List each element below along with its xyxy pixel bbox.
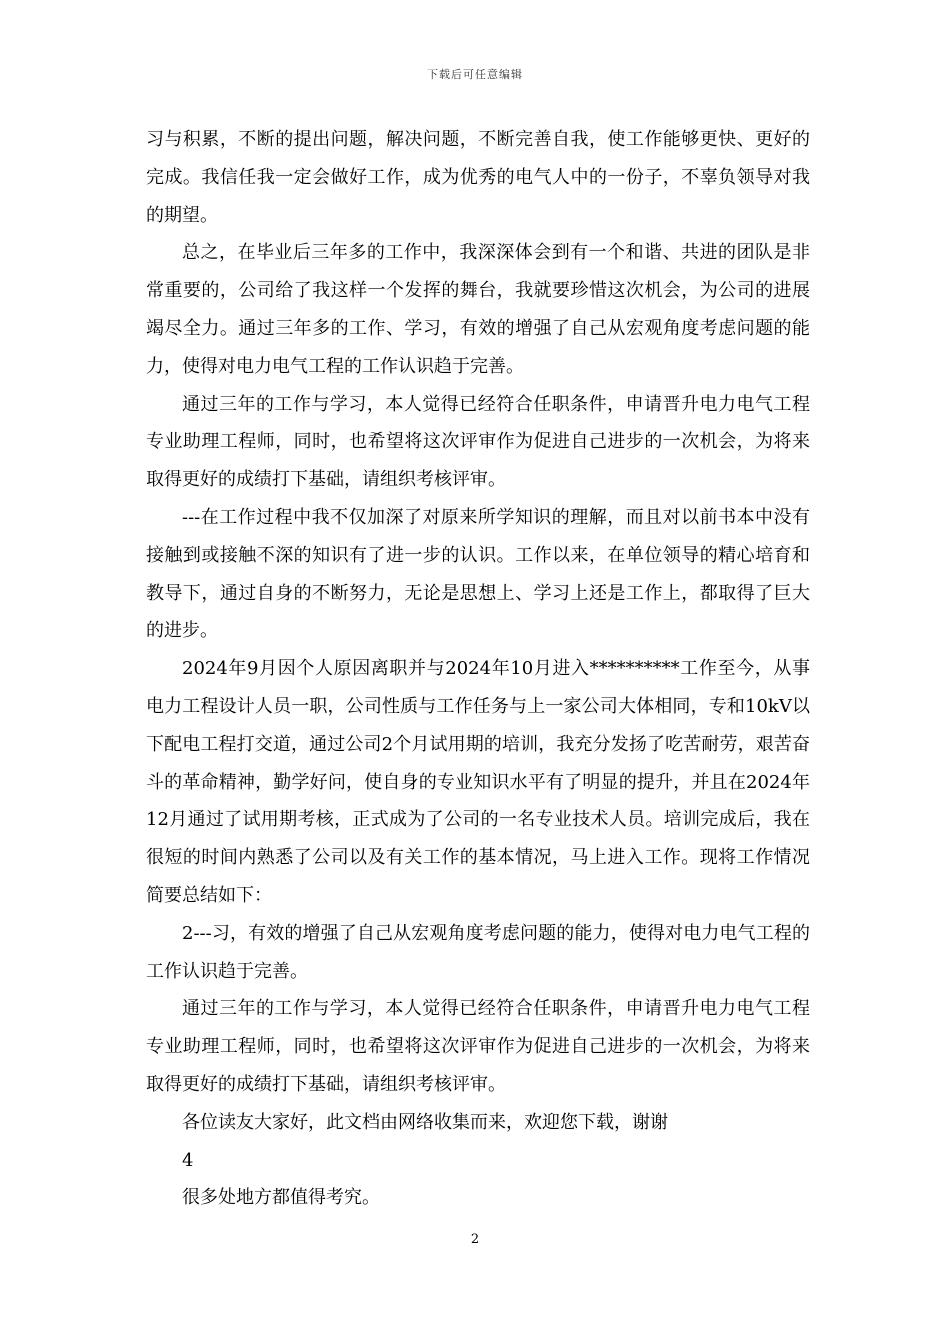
paragraph-closing: 很多处地方都值得考究。 [182,1187,380,1209]
page-header: 下载后可任意编辑 [427,68,523,81]
paragraph-continuation: 习与积累，不断的提出问题，解决问题，不断完善自我，使工作能够更快、更好的完成。我信任我一定会做好工作，成为优秀的电气人中的一份子，不辜负领导对我的期望。 [146,129,810,226]
paragraph-work-history: 2024年9月因个人原因离职并与2024年10月进入**********工作至今，从事电力工程设计人员一职，公司性质与工作任务与上一家公司大体相同，专和10kV以下配电工程打交道，通过公司2个月试用期的培训，我充分发扬了吃苦耐劳，艰苦奋斗的革命精神，勤学好问，使自身的专业知识水平有了明显的提升，并且在2024年12月通过了试用期考核，正式成为了公司的一名专业技术人员。培训完成后，我在很短的时间内熟悉了公司以及有关工作的基本情况，马上进入工作。现将工作情况简要总结如下： [146,658,810,906]
paragraph-number: 4 [182,1149,194,1171]
paragraph-application-repeat: 通过三年的工作与学习，本人觉得已经符合任职条件，申请晋升电力电气工程专业助理工程师，同时，也希望将这次评审作为促进自己进步的一次机会，为将来取得更好的成绩打下基础，请组织考核评审。 [146,998,810,1095]
page-number: 2 [470,1232,480,1247]
paragraph-section-2: 2---习，有效的增强了自己从宏观角度考虑问题的能力，使得对电力电气工程的工作认识趋于完善。 [146,922,810,982]
paragraph-summary: 总之，在毕业后三年多的工作中，我深深体会到有一个和谐、共进的团队是非常重要的，公司给了我这样一个发挥的舞台，我就要珍惜这次机会，为公司的进展竭尽全力。通过三年多的工作、学习，有效的增强了自己从宏观角度考虑问题的能力，使得对电力电气工程的工作认识趋于完善。 [146,242,810,377]
paragraph-learning: ---在工作过程中我不仅加深了对原来所学知识的理解，而且对以前书本中没有接触到或接触不深的知识有了进一步的认识。工作以来，在单位领导的精心培育和教导下，通过自身的不断努力，无论是思想上、学习上还是工作上，都取得了巨大的进步。 [146,506,810,642]
paragraph-notice: 各位读友大家好，此文档由网络收集而来，欢迎您下载，谢谢 [182,1111,668,1133]
document-body [146,121,810,1217]
paragraph-application: 通过三年的工作与学习，本人觉得已经符合任职条件，申请晋升电力电气工程专业助理工程师，同时，也希望将这次评审作为促进自己进步的一次机会，为将来取得更好的成绩打下基础，请组织考核评审。 [146,393,810,491]
